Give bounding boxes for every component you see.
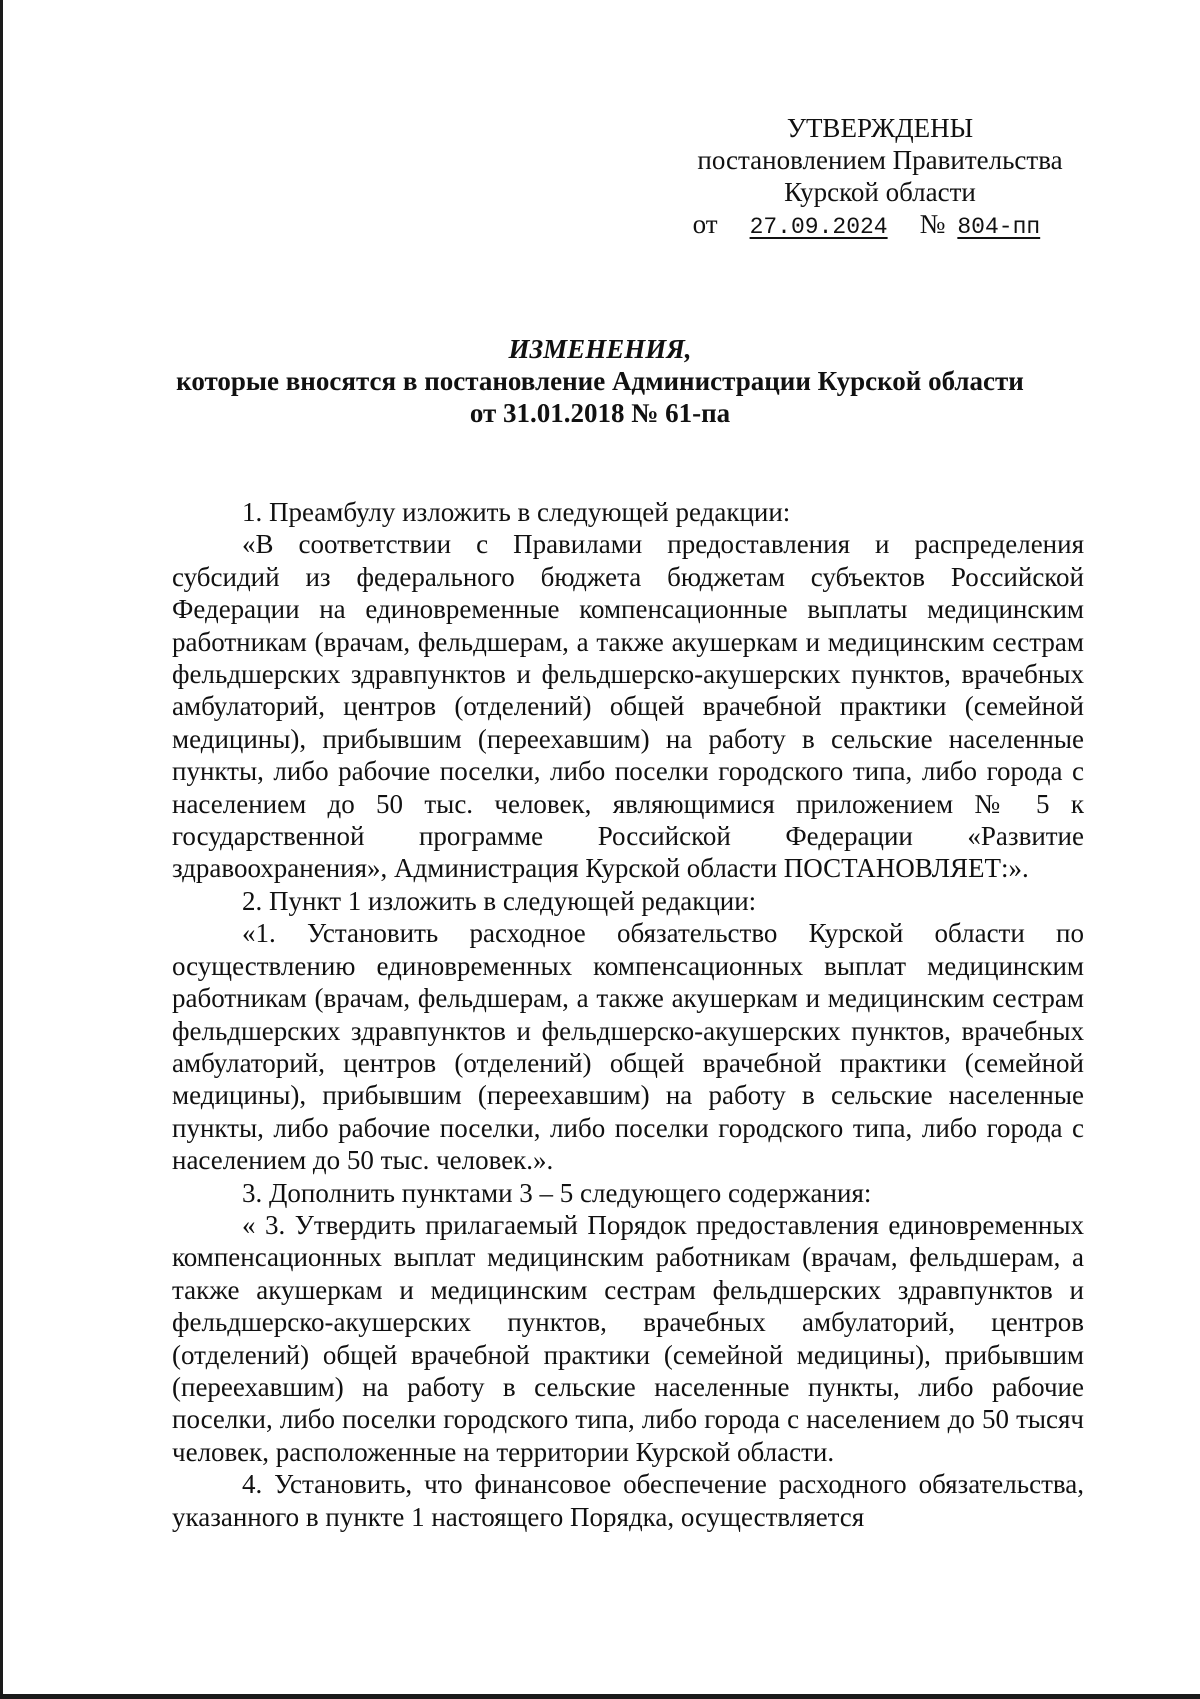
paragraph-point-4-text: 4. Установить, что финансовое обеспечение расходного обязательства, указанного в пункте 1 настоящего Порядка, осуществляется bbox=[172, 1469, 1084, 1532]
approval-date-row bbox=[680, 208, 1080, 243]
approval-number: 804-пп bbox=[957, 214, 1041, 240]
scan-edge-left bbox=[0, 0, 3, 1699]
date-prefix: от bbox=[692, 209, 718, 239]
approval-heading: УТВЕРЖДЕНЫ bbox=[786, 113, 974, 143]
approval-authority: постановлением Правительства bbox=[697, 145, 1063, 175]
paragraph-item-2: 2. Пункт 1 изложить в следующей редакции: bbox=[242, 885, 757, 916]
approval-date: 27.09.2024 bbox=[749, 214, 888, 240]
document-title bbox=[150, 333, 1050, 429]
number-prefix: № bbox=[919, 209, 946, 239]
paragraph-point-3-text: « 3. Утвердить прилагаемый Порядок предоставления единовременных компенсационных выплат медицинским работникам (врачам, фельдшерам, а также акушеркам и медицинским сестрам фельдшерских здравпунктов и фельдшерско-акушерских пунктов, врачебных амбулаторий, центров (отделений) общей врачебной практики (семейной медицины), прибывшим (переехавшим) на работу в сельские населенные пункты, либо рабочие поселки, либо поселки городского типа, либо города с населением до 50 тысяч человек, расположенные на территории Курской области. bbox=[172, 1209, 1084, 1467]
title-reference: от 31.01.2018 № 61-па bbox=[469, 398, 731, 428]
paragraph-item-3: 3. Дополнить пунктами 3 – 5 следующего содержания: bbox=[242, 1177, 872, 1208]
approval-region: Курской области bbox=[784, 177, 976, 207]
title-subject: которые вносятся в постановление Администрации Курской области bbox=[176, 366, 1024, 396]
paragraph-preamble-text: «В соответствии с Правилами предоставления и распределения субсидий из федерального бюджета бюджетам субъектов Российской Федерации на единовременные компенсационные выплаты медицинским работникам (врачам, фельдшерам, а также акушеркам и медицинским сестрам фельдшерских здравпунктов и фельдшерско-акушерских пунктов, врачебных амбулаторий, центров (отделений) общей врачебной практики (семейной медицины), прибывшим (переехавшим) на работу в сельские населенные пункты, либо рабочие поселки, либо поселки городского типа, либо города с населением до 50 тыс. человек, являющимися приложением № 5 к государственной программе Российской Федерации «Развитие здравоохранения», Администрация Курской области ПОСТАНОВЛЯЕТ:». bbox=[172, 529, 1084, 884]
approval-block bbox=[680, 112, 1080, 243]
paragraph-item-1: 1. Преамбулу изложить в следующей редакции: bbox=[242, 497, 791, 527]
title-main: ИЗМЕНЕНИЯ, bbox=[508, 334, 692, 364]
scan-edge-bottom bbox=[0, 1694, 1200, 1699]
document-body bbox=[172, 496, 1084, 1533]
paragraph-point-1-text: «1. Установить расходное обязательство Курской области по осуществлению единовременных компенсационных выплат медицинским работникам (врачам, фельдшерам, а также акушеркам и медицинским сестрам фельдшерских здравпунктов и фельдшерско-акушерских пунктов, врачебных амбулаторий, центров (отделений) общей врачебной практики (семейной медицины), прибывшим (переехавшим) на работу в сельские населенные пункты, либо рабочие поселки, либо поселки городского типа, либо города с населением до 50 тыс. человек.». bbox=[172, 918, 1084, 1176]
